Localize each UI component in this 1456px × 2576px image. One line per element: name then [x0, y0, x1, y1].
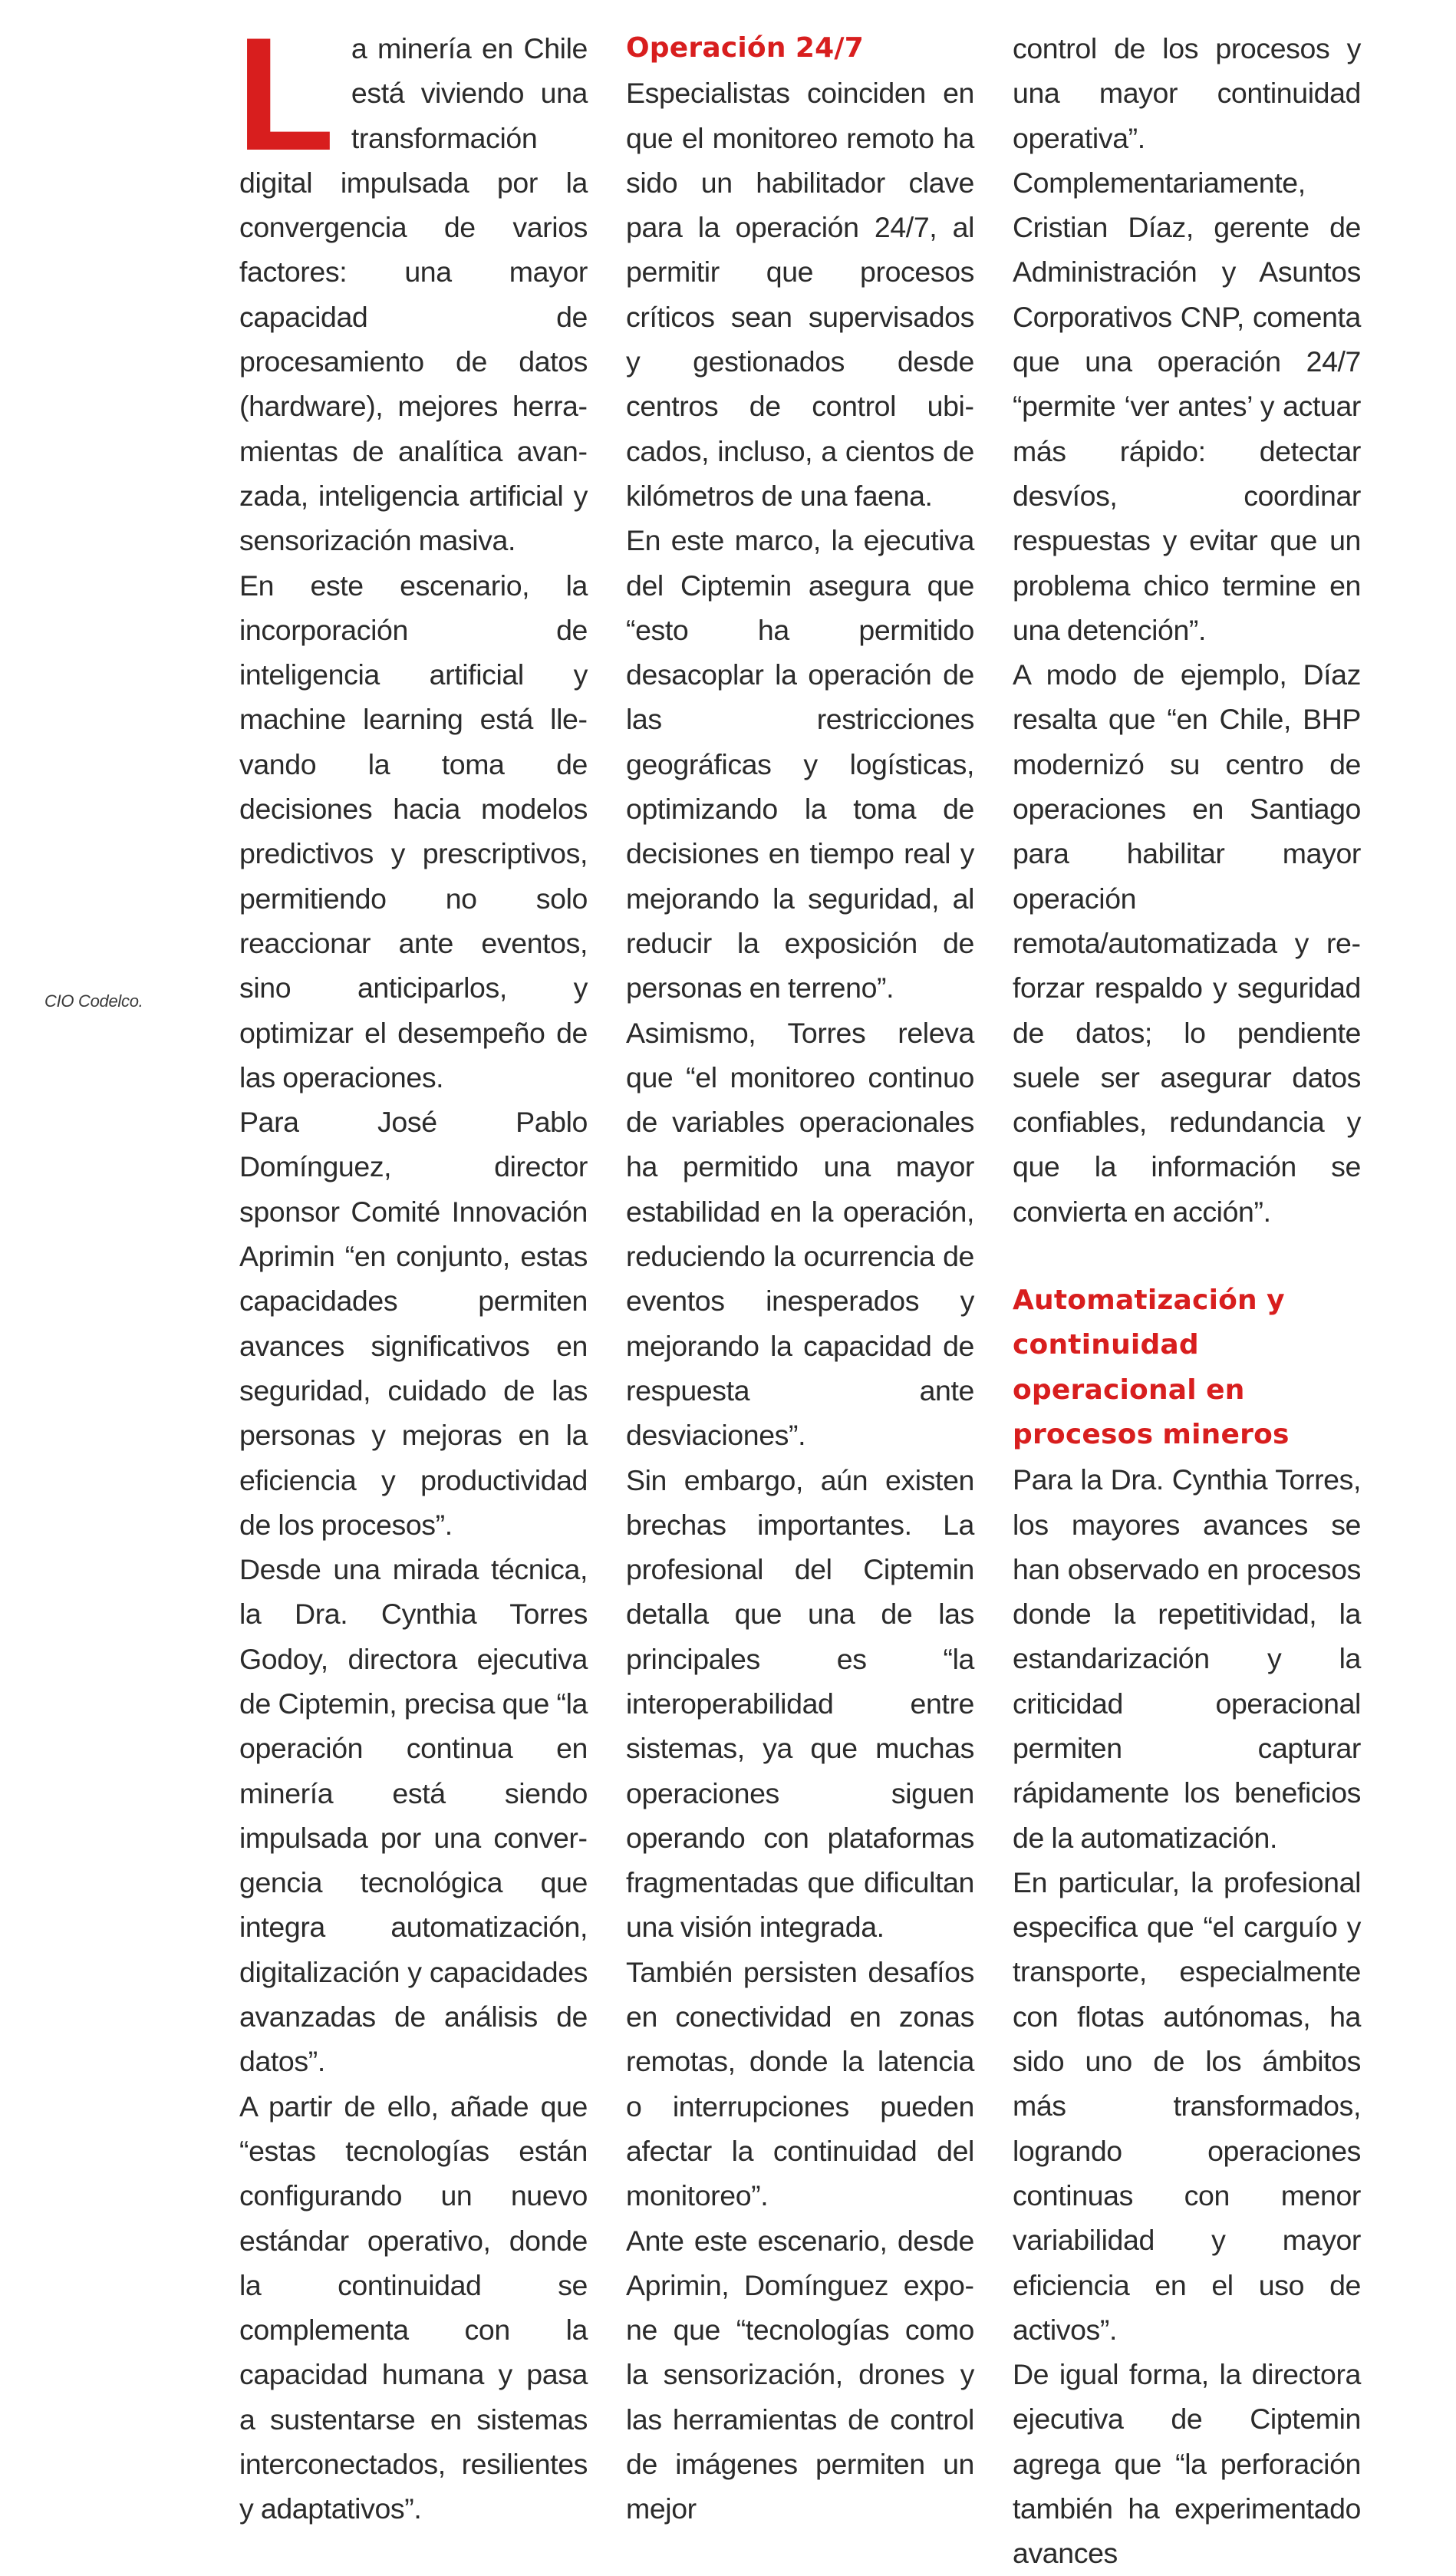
section-heading: Operación 24/7: [626, 32, 865, 64]
image-caption: CIO Codelco.: [44, 991, 143, 1011]
paragraph: Para la Dra. Cynthia Torres, los mayores avances se han observado en procesos donde la repetitividad, la estandarización y la criticidad operacional permiten capturar rápidamente los beneficios de la automatización.: [1013, 1463, 1361, 1854]
paragraph: a minería en Chile está viviendo una transformación digital impulsada por la convergencia de varios factores: una mayor capacidad de procesamiento de datos (hardware), mejores herramientas de analítica avanzada, inteligencia artificial y sensorización masiva.: [239, 32, 588, 557]
paragraph: control de los procesos y una mayor continuidad operativa”.: [1013, 32, 1361, 154]
section-spacer: [1013, 1234, 1361, 1278]
paragraph: A partir de ello, añade que “estas tecnologías están configurando un nuevo estándar operativo, donde la continuidad se complementa con la capacidad humana y pasa a sustentarse en sistemas interconectados, resilientes y adaptativos”.: [239, 2089, 588, 2525]
drop-cap: L: [236, 4, 334, 184]
article-column-2: [626, 26, 974, 2531]
article-column-1: [236, 4, 588, 2531]
article-column-3: [1013, 26, 1361, 2576]
paragraph: Asimismo, Torres releva que “el monitoreo continuo de variables operacionales ha permitido una mayor estabilidad en la operación, reduciendo la ocurrencia de eventos inesperados y mejorando la capacidad de respuesta ante desviaciones”.: [626, 1016, 974, 1452]
paragraph: Desde una mirada técnica, la Dra. Cynthia Torres Godoy, directora ejecutiva de Ciptemin, precisa que “la operación continua en minería está siendo impulsada por una convergencia tecnológica que integra automatización, digitalización y capacidades avanzadas de análisis de datos”.: [239, 1553, 588, 2078]
paragraph: En particular, la profesional especifica que “el carguío y transporte, especialmente con flotas autónomas, ha sido uno de los ámbitos más transformados, logrando operaciones continuas con menor variabilidad y mayor eficiencia en el uso de activos”.: [1013, 1865, 1361, 2346]
paragraph: También persisten desafíos en conectividad en zonas remotas, donde la latencia o interrupciones pueden afectar la continuidad del monitoreo”.: [626, 1955, 974, 2212]
paragraph: Sin embargo, aún existen brechas importantes. La profesional del Ciptemin detalla que una de las principales es “la interoperabilidad entre sistemas, ya que muchas operaciones siguen operando con plataformas fragmentadas que dificultan una visión integrada.: [626, 1463, 974, 1944]
paragraph: De igual forma, la directora ejecutiva de Ciptemin agrega que “la perforación también ha experimentado avances: [1013, 2358, 1361, 2570]
paragraph: Para José Pablo Domínguez, director sponsor Comité Innovación Aprimin “en conjunto, estas capacidades permiten avances significativos en seguridad, cuidado de las personas y mejoras en la eficiencia y productividad de los procesos”.: [239, 1106, 588, 1541]
paragraph: En este marco, la ejecutiva del Ciptemin asegura que “esto ha permitido desacoplar la operación de las restricciones geográficas y logísticas, optimizando la toma de decisiones en tiempo real y mejorando la seguridad, al reducir la exposición de personas en terreno”.: [626, 524, 974, 1004]
paragraph: Ante este escenario, desde Aprimin, Domínguez expone que “tecnologías como la sensorización, drones y las herramientas de control de imágenes permiten un mejor: [626, 2224, 974, 2525]
paragraph: En este escenario, la incorporación de inteligencia artificial y machine learning está llevando la toma de decisiones hacia modelos predictivos y prescriptivos, permitiendo no solo reaccionar ante eventos, sino anticiparlos, y optimizar el desempeño de las operaciones.: [239, 569, 588, 1093]
paragraph: Complementariamente, Cristian Díaz, gerente de Administración y Asuntos Corporativos CNP, comenta que una operación 24/7 “permite ‘ver antes’ y actuar más rápido: detectar desvíos, coordinar respuestas y evitar que un problema chico termine en una detención”.: [1013, 166, 1361, 646]
section-heading: Automatización y continuidad operacional en procesos mineros: [1013, 1285, 1290, 1450]
paragraph: Especialistas coinciden en que el monitoreo remoto ha sido un habilitador clave para la operación 24/7, al permitir que procesos críticos sean supervisados y gestionados desde centros de control ubicados, incluso, a cientos de kilómetros de una faena.: [626, 77, 974, 512]
paragraph: A modo de ejemplo, Díaz resalta que “en Chile, BHP modernizó su centro de operaciones en Santiago para habilitar mayor operación remota/automatizada y reforzar respaldo y seguridad de datos; lo pendiente suele ser asegurar datos confiables, redundancia y que la información se convierta en acción”.: [1013, 658, 1361, 1228]
